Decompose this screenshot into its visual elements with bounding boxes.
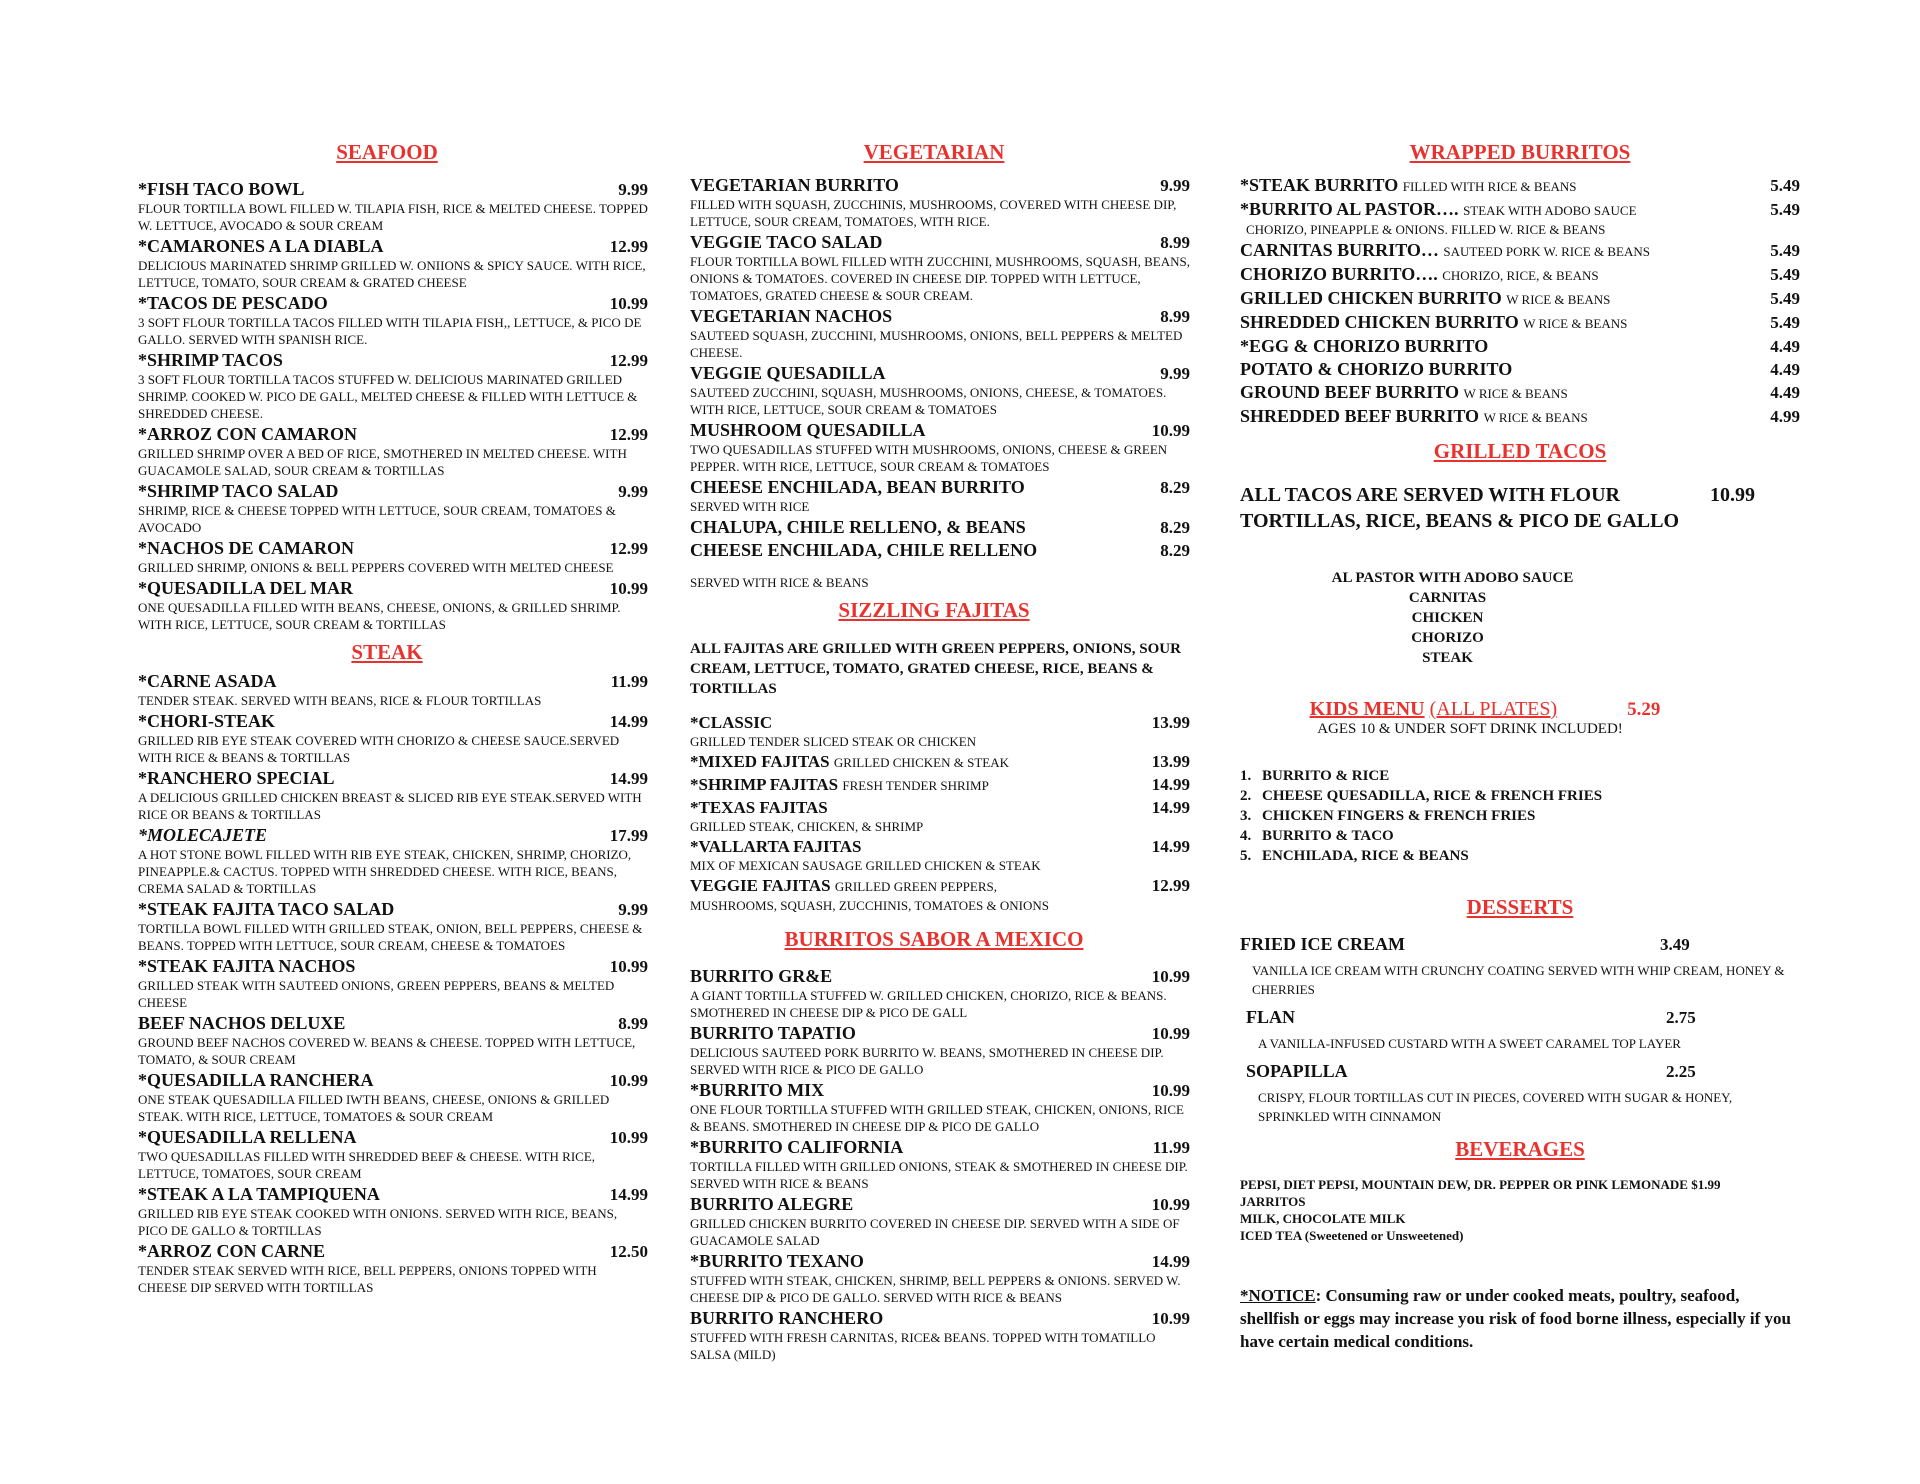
- menu-item-desc: ONE QUESADILLA FILLED WITH BEANS, CHEESE, ONIONS, & GRILLED SHRIMP. WITH RICE, LETTUCE, SOUR CREAM & TORTILLAS: [138, 600, 621, 632]
- menu-item-name: *SHRIMP TACO SALAD: [138, 481, 339, 501]
- menu-item-name: BEEF NACHOS DELUXE: [138, 1013, 346, 1033]
- menu-item-desc: SERVED WITH RICE: [690, 499, 810, 514]
- menu-item-name: VEGGIE TACO SALAD: [690, 232, 883, 252]
- menu-item-price: 14.99: [609, 1185, 648, 1204]
- menu-item: [1240, 288, 1800, 310]
- tacos-line-1: ALL TACOS ARE SERVED WITH FLOUR: [1240, 484, 1620, 506]
- menu-item-name: BURRITO RANCHERO: [690, 1308, 884, 1328]
- kids-title: KIDS MENU: [1309, 698, 1425, 720]
- taco-flavor: STEAK: [1422, 650, 1473, 666]
- menu-item-desc: DELICIOUS MARINATED SHRIMP GRILLED W. ONIIONS & SPICY SAUCE. WITH RICE, LETTUCE, TOMATO, SOUR CREAM & GRATED CHEESE: [138, 258, 646, 290]
- menu-item-inline-desc: STEAK WITH ADOBO SAUCE: [1463, 203, 1637, 218]
- menu-item-price: 8.29: [1160, 541, 1190, 560]
- menu-item: [690, 477, 1190, 515]
- column-middle: [690, 139, 1190, 1365]
- menu-item-name: *FISH TACO BOWL: [138, 179, 305, 199]
- menu-item-price: 10.99: [609, 579, 648, 598]
- menu-item-inline-desc: W RICE & BEANS: [1506, 292, 1611, 307]
- menu-item-price: 17.99: [609, 826, 648, 845]
- menu-item-name: CARNITAS BURRITO… SAUTEED PORK W. RICE & BEANS: [1240, 240, 1650, 260]
- menu-item-price: 10.99: [609, 294, 648, 313]
- menu-item: [690, 837, 1190, 874]
- menu-item-price: 10.99: [609, 1128, 648, 1147]
- menu-item-desc: TWO QUESADILLAS FILLED WITH SHREDDED BEEF & CHEESE. WITH RICE, LETTUCE, TOMATOES, SOUR CREAM: [138, 1149, 596, 1181]
- menu-item-price: 5.49: [1770, 289, 1800, 308]
- menu-item-price: 10.99: [1151, 1024, 1190, 1043]
- menu-item-price: 10.99: [1151, 421, 1190, 440]
- menu-item-price: 12.99: [1151, 876, 1190, 895]
- menu-item-inline-desc: GRILLED GREEN PEPPERS,: [834, 879, 997, 894]
- menu-item: [1240, 406, 1800, 428]
- menu-item-price: 9.99: [1160, 176, 1190, 195]
- menu-item-desc: ONE FLOUR TORTILLA STUFFED WITH GRILLED STEAK, CHICKEN, ONIONS, RICE & BEANS. SMOTHERED IN CHEESE DIP & PICO DE GALLO: [690, 1102, 1184, 1134]
- menu-item-price: 8.99: [1160, 233, 1190, 252]
- sabor-heading: BURRITOS SABOR A MEXICO: [784, 927, 1084, 951]
- menu-item-price: 14.99: [1151, 798, 1190, 817]
- menu-item-desc: SAUTEED ZUCCHINI, SQUASH, MUSHROOMS, ONIONS, CHEESE, & TOMATOES. WITH RICE, LETTUCE, SOUR CREAM & TOMATOES: [690, 385, 1167, 417]
- menu-item: [138, 825, 648, 897]
- menu-item-price: 10.99: [609, 957, 648, 976]
- menu-item-inline-desc: GRILLED CHICKEN & STEAK: [833, 755, 1010, 770]
- menu-item-price: 14.99: [1151, 775, 1190, 794]
- sabor-list: [690, 966, 1190, 1363]
- menu-item-desc: GRILLED RIB EYE STEAK COVERED WITH CHORIZO & CHEESE SAUCE.SERVED WITH RICE & BEANS & TORTILLAS: [138, 733, 620, 765]
- menu-item-name: *BURRITO CALIFORNIA: [690, 1137, 904, 1157]
- kids-heading: [1240, 698, 1800, 721]
- menu-item: [1240, 240, 1800, 262]
- dessert-item: FRIED ICE CREAM 3.49 VANILLA ICE CREAM WITH CRUNCHY COATING SERVED WITH WHIP CREAM, HONEY & CHERRIES: [1240, 934, 1785, 997]
- tacos-line-2: TORTILLAS, RICE, BEANS & PICO DE GALLO: [1240, 510, 1680, 532]
- menu-item: [138, 1127, 648, 1182]
- menu-item-name: *STEAK FAJITA TACO SALAD: [138, 899, 395, 919]
- notice-label: *NOTICE: [1240, 1286, 1316, 1305]
- menu-item-price: 5.49: [1770, 241, 1800, 260]
- menu-item: [690, 363, 1190, 418]
- menu-item-desc: SHRIMP, RICE & CHEESE TOPPED WITH LETTUCE, SOUR CREAM, TOMATOES & AVOCADO: [138, 503, 616, 535]
- menu-item-inline-desc: SAUTEED PORK W. RICE & BEANS: [1443, 244, 1650, 259]
- menu-item-desc: 3 SOFT FLOUR TORTILLA TACOS STUFFED W. DELICIOUS MARINATED GRILLED SHRIMP. COOKED W. PICO DE GALL, MELTED CHEESE & FILLED WITH LETTUCE & SHREDDED CHEESE.: [138, 372, 638, 421]
- menu-item-price: 8.29: [1160, 518, 1190, 537]
- seafood-heading: SEAFOOD: [336, 140, 438, 164]
- taco-flavor: CARNITAS: [1408, 590, 1487, 606]
- menu-item-desc: GRILLED SHRIMP, ONIONS & BELL PEPPERS COVERED WITH MELTED CHEESE: [138, 560, 614, 575]
- menu-item-desc: GROUND BEEF NACHOS COVERED W. BEANS & CHEESE. TOPPED WITH LETTUCE, TOMATO, & SOUR CREAM: [138, 1035, 636, 1067]
- menu-item-price: 8.29: [1160, 478, 1190, 497]
- menu-item-desc: DELICIOUS SAUTEED PORK BURRITO W. BEANS, SMOTHERED IN CHEESE DIP. SERVED WITH RICE & PICO DE GALLO: [690, 1045, 1164, 1077]
- menu-item-name: VEGGIE FAJITAS GRILLED GREEN PEPPERS,: [690, 876, 997, 895]
- kids-note: AGES 10 & UNDER SOFT DRINK INCLUDED!: [1317, 721, 1623, 737]
- menu-item-name: CHEESE ENCHILADA, CHILE RELLENO: [690, 540, 1038, 560]
- menu-item-name: *TACOS DE PESCADO: [138, 293, 328, 313]
- menu-item-price: 4.99: [1770, 407, 1800, 426]
- taco-flavors: [1240, 568, 1800, 668]
- beverage-line: ICED TEA (Sweetened or Unsweetened): [1240, 1228, 1464, 1243]
- menu-item-name: *CARNE ASADA: [138, 671, 277, 691]
- kids-list: [1240, 766, 1800, 866]
- menu-item-name: BURRITO GR&E: [690, 966, 833, 986]
- menu-item: [138, 711, 648, 766]
- menu-item-desc: CHORIZO, PINEAPPLE & ONIONS. FILLED W. RICE & BEANS: [1246, 222, 1606, 237]
- kids-price: 5.29: [1627, 699, 1661, 720]
- beverages-list: [1240, 1176, 1800, 1244]
- menu-item-price: 10.99: [1151, 1309, 1190, 1328]
- beverage-line: JARRITOS: [1240, 1194, 1306, 1209]
- notice-text: : Consuming raw or under cooked meats, poultry, seafood, shellfish or eggs may increase you risk of food borne illness, especially if you have certain medical conditions.: [1240, 1286, 1791, 1351]
- menu-item-inline-desc: FILLED WITH RICE & BEANS: [1402, 179, 1577, 194]
- menu-item-name: *CAMARONES A LA DIABLA: [138, 236, 384, 256]
- menu-item-price: 8.99: [618, 1014, 648, 1033]
- menu-item: [1240, 359, 1800, 380]
- menu-item-desc: GRILLED CHICKEN BURRITO COVERED IN CHEESE DIP. SERVED WITH A SIDE OF GUACAMOLE SALAD: [690, 1216, 1180, 1248]
- menu-item: [690, 517, 1190, 538]
- menu-item-desc: GRILLED RIB EYE STEAK COOKED WITH ONIONS. SERVED WITH RICE, BEANS, PICO DE GALLO & TORTILLAS: [138, 1206, 618, 1238]
- menu-item: [690, 966, 1190, 1021]
- menu-item: [138, 1241, 648, 1296]
- menu-item-name: *QUESADILLA RELLENA: [138, 1127, 357, 1147]
- menu-item-name: VEGETARIAN NACHOS: [690, 306, 893, 326]
- menu-item: [690, 1251, 1190, 1306]
- menu-item-desc: TORTILLA BOWL FILLED WITH GRILLED STEAK, ONION, BELL PEPPERS, CHEESE & BEANS. TOPPED WITH LETTUCE, SOUR CREAM, CHEESE & TOMATOES: [138, 921, 643, 953]
- menu-item-price: 9.99: [618, 180, 648, 199]
- menu-item-desc: GRILLED STEAK WITH SAUTEED ONIONS, GREEN PEPPERS, BEANS & MELTED CHEESE: [138, 978, 615, 1010]
- menu-item-name: *MOLECAJETE: [138, 825, 268, 845]
- menu-item-price: 13.99: [1151, 713, 1190, 732]
- menu-item: [138, 538, 648, 576]
- menu-item-name: VEGGIE QUESADILLA: [690, 363, 886, 383]
- menu-item-price: 4.49: [1770, 337, 1800, 356]
- menu-item-name: POTATO & CHORIZO BURRITO: [1240, 359, 1513, 379]
- menu-item-inline-desc: W RICE & BEANS: [1483, 410, 1588, 425]
- fajitas-intro: ALL FAJITAS ARE GRILLED WITH GREEN PEPPERS, ONIONS, SOUR CREAM, LETTUCE, TOMATO, GRATED CHEESE, RICE, BEANS & TORTILLAS: [690, 641, 1181, 697]
- menu-item: [690, 1080, 1190, 1135]
- menu-item-name: *NACHOS DE CAMARON: [138, 538, 354, 558]
- menu-item: [138, 578, 648, 633]
- beverage-line: MILK, CHOCOLATE MILK: [1240, 1211, 1406, 1226]
- menu-item-desc: TENDER STEAK SERVED WITH RICE, BELL PEPPERS, ONIONS TOPPED WITH CHEESE DIP SERVED WITH TORTILLAS: [138, 1263, 597, 1295]
- menu-item-name: CHALUPA, CHILE RELLENO, & BEANS: [690, 517, 1026, 537]
- menu-item-name: *BURRITO AL PASTOR…. STEAK WITH ADOBO SAUCE: [1240, 199, 1637, 219]
- menu-item-desc: TENDER STEAK. SERVED WITH BEANS, RICE & FLOUR TORTILLAS: [138, 693, 542, 708]
- menu-item-price: 10.99: [609, 1071, 648, 1090]
- menu-item-price: 14.99: [609, 712, 648, 731]
- menu-item-name: *RANCHERO SPECIAL: [138, 768, 335, 788]
- menu-item-price: 14.99: [1151, 1252, 1190, 1271]
- menu-item-inline-desc: W RICE & BEANS: [1523, 316, 1628, 331]
- menu-item: [690, 232, 1190, 304]
- menu-item: [690, 876, 1190, 914]
- menu-item: [1240, 199, 1800, 238]
- menu-item-name: CHEESE ENCHILADA, BEAN BURRITO: [690, 477, 1025, 497]
- fajitas-heading: SIZZLING FAJITAS: [838, 598, 1030, 622]
- menu-item-name: *EGG & CHORIZO BURRITO: [1240, 336, 1489, 356]
- steak-heading: STEAK: [351, 640, 423, 664]
- menu-item: [690, 775, 1190, 796]
- menu-item-price: 5.49: [1770, 313, 1800, 332]
- menu-item-price: 5.49: [1770, 265, 1800, 284]
- menu-item-name: *ARROZ CON CAMARON: [138, 424, 357, 444]
- menu-item: [138, 1070, 648, 1125]
- tacos-heading: GRILLED TACOS: [1433, 439, 1607, 463]
- fajitas-list: [690, 713, 1190, 914]
- menu-item-name: *SHRIMP FAJITAS FRESH TENDER SHRIMP: [690, 775, 989, 794]
- dessert-item: FLAN 2.75 A VANILLA-INFUSED CUSTARD WITH A SWEET CARAMEL TOP LAYER: [1246, 1007, 1696, 1051]
- menu-item-price: 14.99: [1151, 837, 1190, 856]
- beverages-heading: BEVERAGES: [1455, 1137, 1585, 1161]
- column-left: [138, 139, 648, 1298]
- menu-item: [138, 956, 648, 1011]
- menu-item: [138, 899, 648, 954]
- menu-item: [690, 175, 1190, 230]
- food-safety-notice: [1240, 1284, 1800, 1353]
- menu-item: [1240, 175, 1800, 197]
- menu-item-name: *QUESADILLA RANCHERA: [138, 1070, 374, 1090]
- menu-item-desc: GRILLED SHRIMP OVER A BED OF RICE, SMOTHERED IN MELTED CHEESE. WITH GUACAMOLE SALAD, SOUR CREAM & TORTILLAS: [138, 446, 627, 478]
- menu-item-price: 12.99: [609, 425, 648, 444]
- beverage-line: PEPSI, DIET PEPSI, MOUNTAIN DEW, DR. PEPPER OR PINK LEMONADE $1.99: [1240, 1177, 1721, 1192]
- menu-item: [138, 1184, 648, 1239]
- menu-item-desc: GRILLED TENDER SLICED STEAK OR CHICKEN: [690, 734, 977, 749]
- menu-item: [1240, 336, 1800, 357]
- menu-item-name: *CHORI-STEAK: [138, 711, 276, 731]
- menu-item-name: *CLASSIC: [690, 713, 773, 732]
- menu-item-name: *STEAK FAJITA NACHOS: [138, 956, 356, 976]
- menu-item-price: 10.99: [1151, 1081, 1190, 1100]
- desserts-heading: DESSERTS: [1466, 895, 1574, 919]
- menu-item-name: *TEXAS FAJITAS: [690, 798, 828, 817]
- vegetarian-served-note: SERVED WITH RICE & BEANS: [690, 575, 869, 590]
- steak-list: [138, 671, 648, 1296]
- menu-item-price: 10.99: [1151, 967, 1190, 986]
- menu-item-price: 12.50: [609, 1242, 648, 1261]
- menu-item: [690, 713, 1190, 750]
- menu-item-desc: A HOT STONE BOWL FILLED WITH RIB EYE STEAK, CHICKEN, SHRIMP, CHORIZO, PINEAPPLE.& CACTUS. TOPPED WITH SHREDDED CHEESE. WITH RICE, BEANS, CREMA SALAD & TORTILLAS: [138, 847, 632, 896]
- taco-flavor: AL PASTOR WITH ADOBO SAUCE: [1331, 570, 1574, 586]
- menu-item-desc: 3 SOFT FLOUR TORTILLA TACOS FILLED WITH TILAPIA FISH,, LETTUCE, & PICO DE GALLO. SERVED WITH SPANISH RICE.: [138, 315, 642, 347]
- menu-item-desc: MUSHROOMS, SQUASH, ZUCCHINIS, TOMATOES & ONIONS: [690, 898, 1050, 913]
- menu-item-name: MUSHROOM QUESADILLA: [690, 420, 926, 440]
- vegetarian-heading: VEGETARIAN: [863, 140, 1005, 164]
- menu-item-desc: SAUTEED SQUASH, ZUCCHINI, MUSHROOMS, ONIONS, BELL PEPPERS & MELTED CHEESE.: [690, 328, 1183, 360]
- menu-item-name: BURRITO TAPATIO: [690, 1023, 856, 1043]
- menu-item-desc: TWO QUESADILLAS STUFFED WITH MUSHROOMS, ONIONS, CHEESE & GREEN PEPPER. WITH RICE, LETTUCE, SOUR CREAM & TOMATOES: [690, 442, 1168, 474]
- menu-item-price: 12.99: [609, 351, 648, 370]
- menu-item: [138, 236, 648, 291]
- menu-item-price: 12.99: [609, 237, 648, 256]
- menu-item: [138, 481, 648, 536]
- menu-item: [690, 306, 1190, 361]
- menu-item: [1240, 264, 1800, 286]
- menu-item: [690, 420, 1190, 475]
- menu-item-price: 5.49: [1770, 176, 1800, 195]
- dessert-item: SOPAPILLA 2.25 CRISPY, FLOUR TORTILLAS CUT IN PIECES, COVERED WITH SUGAR & HONEY, SPRINKLED WITH CINNAMON: [1246, 1061, 1733, 1124]
- menu-item-inline-desc: CHORIZO, RICE, & BEANS: [1442, 268, 1599, 283]
- wrapped-list: [1240, 175, 1800, 428]
- menu-item: [138, 350, 648, 422]
- tacos-price: 10.99: [1710, 484, 1755, 506]
- tacos-description: [1240, 482, 1800, 508]
- menu-item-desc: TORTILLA FILLED WITH GRILLED ONIONS, STEAK & SMOTHERED IN CHEESE DIP. SERVED WITH RICE & BEANS: [690, 1159, 1188, 1191]
- menu-item: [138, 424, 648, 479]
- taco-flavor: CHORIZO: [1411, 630, 1484, 646]
- menu-item-name: *MIXED FAJITAS GRILLED CHICKEN & STEAK: [690, 752, 1010, 771]
- menu-item-name: *ARROZ CON CARNE: [138, 1241, 326, 1261]
- taco-flavor: CHICKEN: [1411, 610, 1484, 626]
- menu-item-price: 4.49: [1770, 360, 1800, 379]
- menu-item: [690, 1308, 1190, 1363]
- menu-item-inline-desc: W RICE & BEANS: [1463, 386, 1568, 401]
- menu-item-name: *VALLARTA FAJITAS: [690, 837, 862, 856]
- menu-item-name: GRILLED CHICKEN BURRITO W RICE & BEANS: [1240, 288, 1611, 308]
- menu-item-price: 11.99: [610, 672, 648, 691]
- menu-item-desc: FLOUR TORTILLA BOWL FILLED WITH ZUCCHINI, MUSHROOMS, SQUASH, BEANS, ONIONS & TOMATOES. COVERED IN CHEESE DIP. TOPPED WITH LETTUCE, TOMATOES, GRATED CHEESE & SOUR CREAM.: [690, 254, 1190, 303]
- menu-item: [138, 293, 648, 348]
- kids-subtitle: (ALL PLATES): [1429, 698, 1558, 720]
- menu-item-name: *STEAK BURRITO FILLED WITH RICE & BEANS: [1240, 175, 1577, 195]
- menu-item: [690, 1194, 1190, 1249]
- menu-item: [690, 1023, 1190, 1078]
- column-right: [1240, 139, 1800, 1353]
- menu-item-desc: STUFFED WITH FRESH CARNITAS, RICE& BEANS. TOPPED WITH TOMATILLO SALSA (MILD): [690, 1330, 1156, 1362]
- menu-item-desc: MIX OF MEXICAN SAUSAGE GRILLED CHICKEN & STEAK: [690, 858, 1041, 873]
- list-item: 3. CHICKEN FINGERS & FRENCH FRIES: [1240, 808, 1536, 824]
- menu-item-price: 11.99: [1152, 1138, 1190, 1157]
- menu-item-price: 13.99: [1151, 752, 1190, 771]
- menu-item: [138, 671, 648, 709]
- menu-item-price: 9.99: [1160, 364, 1190, 383]
- menu-item-price: 9.99: [618, 482, 648, 501]
- menu-item: [690, 798, 1190, 835]
- menu-item-name: *BURRITO MIX: [690, 1080, 825, 1100]
- menu-item-name: *BURRITO TEXANO: [690, 1251, 864, 1271]
- list-item: 1. BURRITO & RICE: [1240, 768, 1390, 784]
- list-item: 4. BURRITO & TACO: [1240, 828, 1394, 844]
- menu-item-price: 4.49: [1770, 383, 1800, 402]
- list-item: 5. ENCHILADA, RICE & BEANS: [1240, 848, 1469, 864]
- menu-item: [1240, 382, 1800, 404]
- menu-item: [690, 1137, 1190, 1192]
- menu-item-price: 14.99: [609, 769, 648, 788]
- menu-item-name: *SHRIMP TACOS: [138, 350, 283, 370]
- menu-item-name: BURRITO ALEGRE: [690, 1194, 854, 1214]
- menu-item: [138, 179, 648, 234]
- list-item: 2. CHEESE QUESADILLA, RICE & FRENCH FRIES: [1240, 788, 1603, 804]
- menu-item-desc: ONE STEAK QUESADILLA FILLED IWTH BEANS, CHEESE, ONIONS & GRILLED STEAK. WITH RICE, LETTUCE, TOMATOES & SOUR CREAM: [138, 1092, 610, 1124]
- seafood-list: [138, 179, 648, 633]
- menu-item-price: 9.99: [618, 900, 648, 919]
- menu-item-price: 5.49: [1770, 200, 1800, 219]
- menu-item-price: 12.99: [609, 539, 648, 558]
- menu-item-desc: A GIANT TORTILLA STUFFED W. GRILLED CHICKEN, CHORIZO, RICE & BEANS. SMOTHERED IN CHEESE DIP & PICO DE GALL: [690, 988, 1167, 1020]
- menu-item-desc: STUFFED WITH STEAK, CHICKEN, SHRIMP, BELL PEPPERS & ONIONS. SERVED W. CHEESE DIP & PICO DE GALLO. SERVED WITH RICE & BEANS: [690, 1273, 1181, 1305]
- menu-item-desc: FILLED WITH SQUASH, ZUCCHINIS, MUSHROOMS, COVERED WITH CHEESE DIP, LETTUCE, SOUR CREAM, TOMATOES, WITH RICE.: [690, 197, 1177, 229]
- menu-item: [138, 1013, 648, 1068]
- menu-item-price: 10.99: [1151, 1195, 1190, 1214]
- menu-item-name: VEGETARIAN BURRITO: [690, 175, 899, 195]
- menu-item-desc: GRILLED STEAK, CHICKEN, & SHRIMP: [690, 819, 924, 834]
- menu-item-name: CHORIZO BURRITO…. CHORIZO, RICE, & BEANS: [1240, 264, 1599, 284]
- menu-item-name: *QUESADILLA DEL MAR: [138, 578, 354, 598]
- menu-item-name: SHREDDED BEEF BURRITO W RICE & BEANS: [1240, 406, 1588, 426]
- menu-item-name: *STEAK A LA TAMPIQUENA: [138, 1184, 380, 1204]
- vegetarian-list: [690, 175, 1190, 561]
- menu-item-desc: FLOUR TORTILLA BOWL FILLED W. TILAPIA FISH, RICE & MELTED CHEESE. TOPPED W. LETTUCE, AVOCADO & SOUR CREAM: [138, 201, 648, 233]
- menu-item: [690, 540, 1190, 561]
- menu-item-name: SHREDDED CHICKEN BURRITO W RICE & BEANS: [1240, 312, 1628, 332]
- menu-item: [138, 768, 648, 823]
- menu-item-inline-desc: FRESH TENDER SHRIMP: [842, 778, 989, 793]
- menu-item-name: GROUND BEEF BURRITO W RICE & BEANS: [1240, 382, 1568, 402]
- menu-item-price: 8.99: [1160, 307, 1190, 326]
- menu-item: [1240, 312, 1800, 334]
- menu-item: [690, 752, 1190, 773]
- wrapped-heading: WRAPPED BURRITOS: [1409, 140, 1631, 164]
- menu-item-desc: A DELICIOUS GRILLED CHICKEN BREAST & SLICED RIB EYE STEAK.SERVED WITH RICE OR BEANS & TORTILLAS: [138, 790, 642, 822]
